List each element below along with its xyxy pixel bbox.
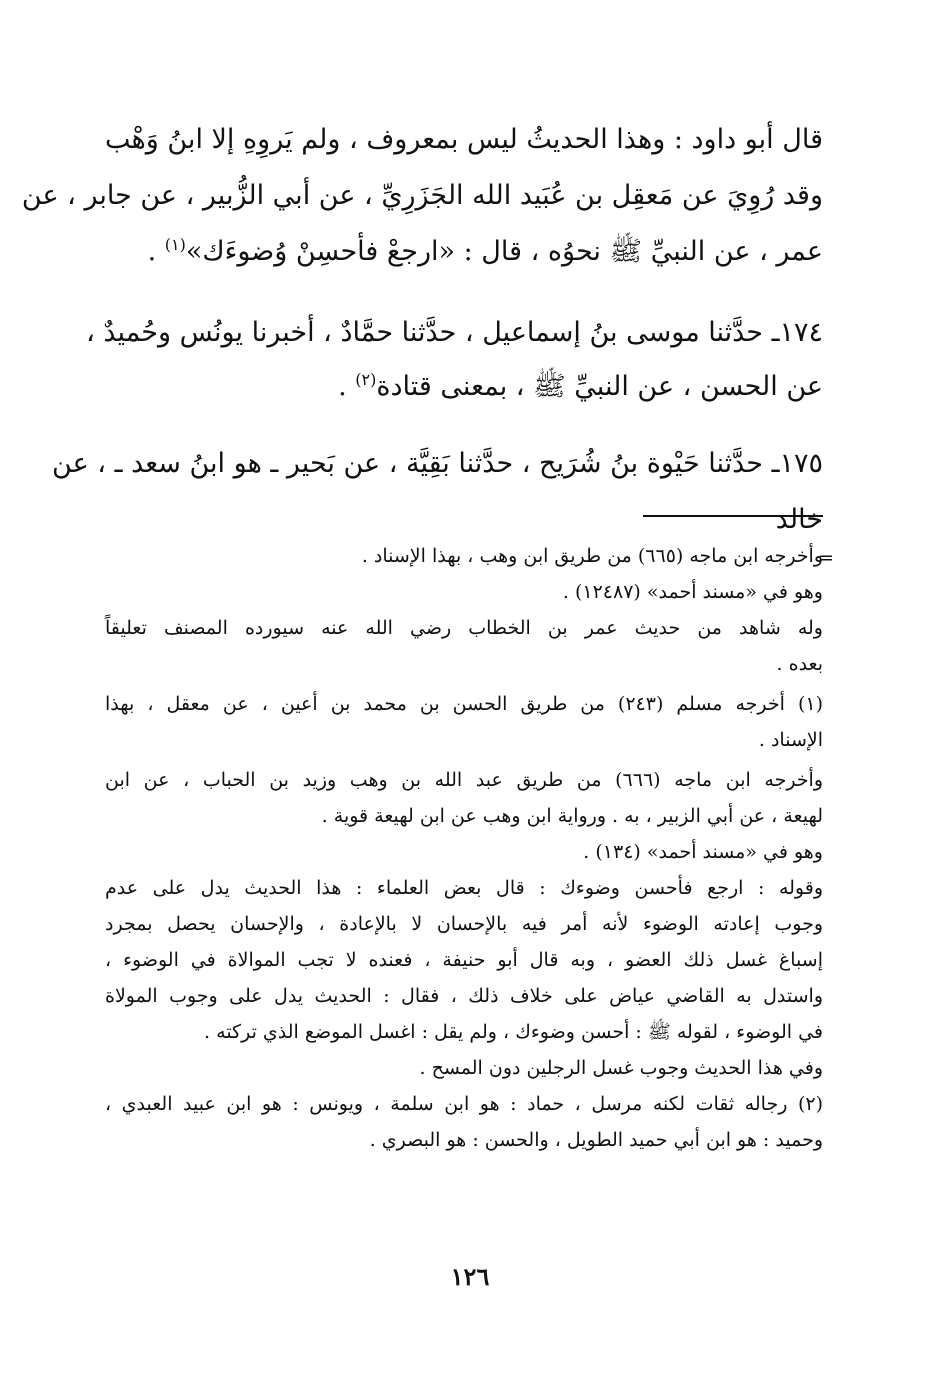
footnote-line: وقوله : ارجع فأحسن وضوءك : قال بعض العلماء : هذا الحديث يدل على عدم	[105, 877, 823, 899]
footnote-line: بعده .	[776, 653, 823, 675]
text-span: عن الحسن ، عن النبيِّ ﷺ ، بمعنى قتادة	[376, 371, 823, 402]
text-line: قال أبو داود : وهذا الحديثُ ليس بمعروف ، ولم يَروِهِ إلا ابنُ وَهْب	[105, 124, 823, 155]
footnote-line: إسباغ غسل ذلك العضو ، وبه قال أبو حنيفة ، فعنده لا تجب الموالاة في الوضوء ،	[105, 949, 823, 971]
hadith-174	[86, 306, 823, 414]
footnote-line: وهو في «مسند أحمد» (١٣٤) .	[583, 841, 823, 863]
text-line: ١٧٥ـ حدَّثنا حَيْوة بنُ شُرَيح ، حدَّثنا بَقِيَّة ، عن بَحير ـ هو ابنُ سعد ـ ، عن	[52, 448, 823, 479]
footnote-ref-1: (١)	[164, 235, 186, 254]
footnote-line: (١) أخرجه مسلم (٢٤٣) من طريق الحسن بن محمد بن أعين ، عن معقل ، بهذا	[105, 693, 823, 715]
text-line: ١٧٤ـ حدَّثنا موسى بنُ إسماعيل ، حدَّثنا حمَّادٌ ، أخبرنا يونُس وحُميدٌ ،	[86, 317, 823, 348]
footnote-line: وجوب إعادته الوضوء لأنه أمر فيه بالإحسان لا بالإعادة ، والإحسان يحصل بمجرد	[105, 913, 823, 935]
footnote-line: الإسناد .	[758, 729, 823, 751]
footnote-line: وله شاهد من حديث عمر بن الخطاب رضي الله عنه سيورده المصنف تعليقاً	[105, 617, 823, 639]
footnote-line: لهيعة ، عن أبي الزبير ، به . ورواية ابن وهب عن ابن لهيعة قوية .	[321, 805, 823, 827]
text-span: عمر ، عن النبيِّ ﷺ نحوُه ، قال : «ارجعْ فأحسِنْ وُضوءَك»	[185, 236, 823, 267]
footnote-separator	[643, 515, 823, 517]
text-line: خالد	[775, 504, 823, 535]
footnote-line: (٢) رجاله ثقات لكنه مرسل ، حماد : هو ابن سلمة ، ويونس : هو ابن عبيد العبدي ،	[105, 1093, 823, 1115]
hadith-175	[52, 436, 823, 548]
paragraph-abu-dawud	[21, 112, 823, 280]
main-text	[21, 112, 823, 548]
footnote-line: وهو في «مسند أحمد» (١٢٤٨٧) .	[562, 581, 823, 603]
footnote-line: واستدل به القاضي عياض على خلاف ذلك ، فقال : الحديث يدل على وجوب المولاة	[105, 985, 823, 1007]
footnote-line: وفي هذا الحديث وجوب غسل الرجلين دون المسح .	[419, 1057, 823, 1079]
text-line	[105, 360, 823, 414]
footnote-line: وأخرجه ابن ماجه (٦٦٦) من طريق عبد الله بن وهب وزيد بن الحباب ، عن ابن	[105, 769, 823, 791]
footnote-line: في الوضوء ، لقوله ﷺ : أحسن وضوءك ، ولم يقل : اغسل الموضع الذي تركته .	[204, 1021, 823, 1043]
footnote-ref-2: (٢)	[355, 370, 377, 389]
text-line	[105, 224, 823, 280]
text-line: وقد رُوِيَ عن مَعقِل بن عُبَيد الله الجَزَرِيِّ ، عن أبي الزُّبير ، عن جابر ، عن	[21, 180, 823, 211]
text-span: .	[147, 236, 165, 267]
footnotes	[105, 538, 823, 1158]
continuation-mark: =	[818, 547, 834, 569]
page-number: ١٢٦	[450, 1262, 490, 1291]
footnote-line: وحميد : هو ابن أبي حميد الطويل ، والحسن : هو البصري .	[369, 1129, 823, 1151]
footnote-line: وأخرجه ابن ماجه (٦٦٥) من طريق ابن وهب ، بهذا الإسناد .	[361, 545, 823, 567]
text-span: .	[338, 371, 356, 402]
